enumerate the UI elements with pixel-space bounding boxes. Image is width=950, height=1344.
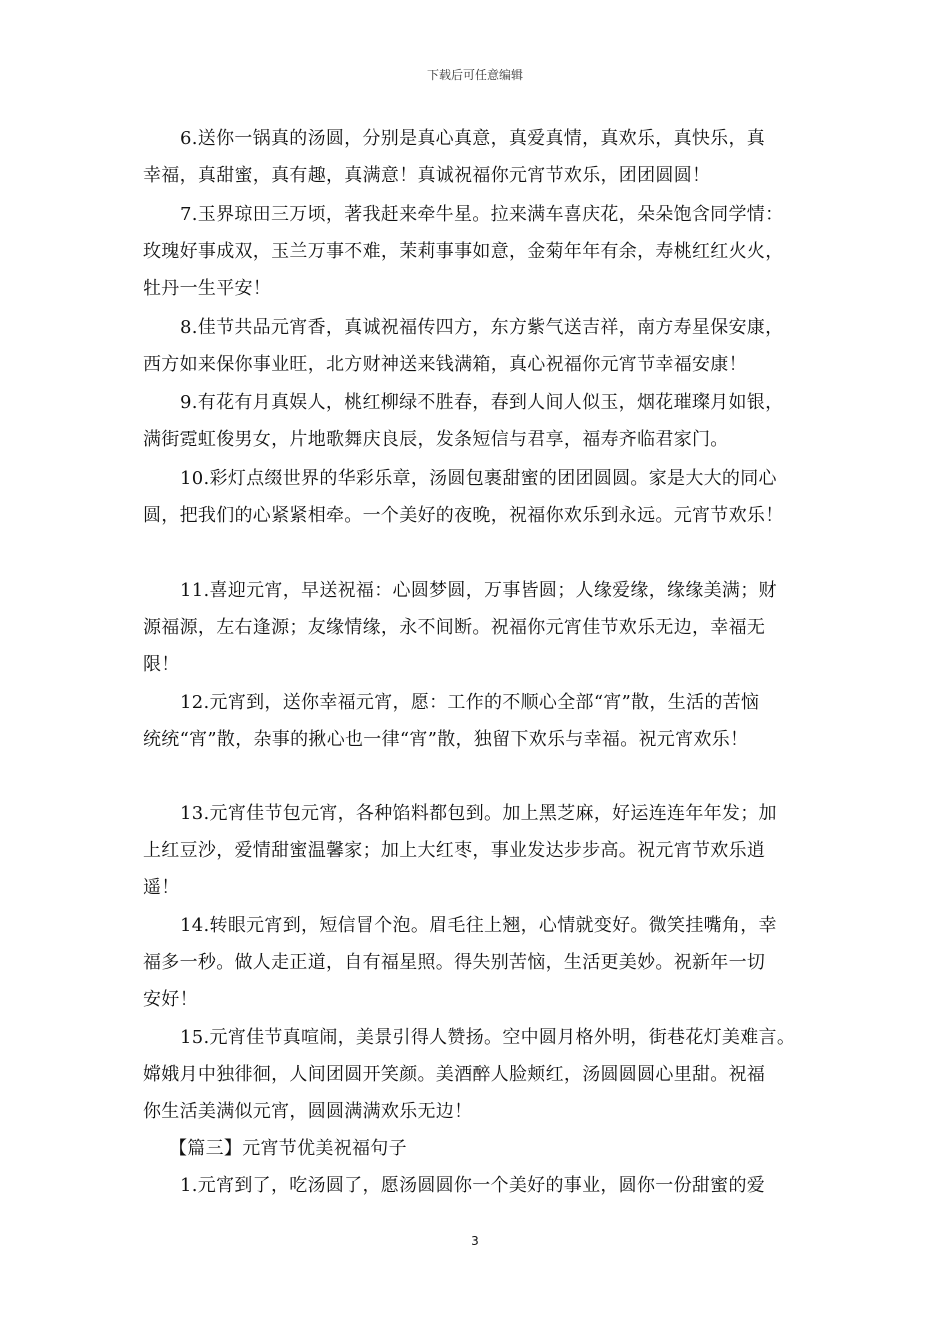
paragraph-line: 圆，把我们的心紧紧相牵。一个美好的夜晚，祝福你欢乐到永远。元宵节欢乐！: [143, 505, 784, 526]
paragraph-line: 西方如来保你事业旺，北方财神送来钱满箱，真心祝福你元宵节幸福安康！: [143, 354, 747, 375]
paragraph-line: 1.元宵到了，吃汤圆了，愿汤圆圆你一个美好的事业，圆你一份甜蜜的爱: [180, 1175, 766, 1196]
page-header: 下载后可任意编辑: [426, 68, 523, 82]
paragraph-line: 9.有花有月真娱人，桃红柳绿不胜春，春到人间人似玉，烟花璀璨月如银，: [180, 392, 784, 413]
paragraph-line: 7.玉界琼田三万顷，著我赶来牵牛星。拉来满车喜庆花，朵朵饱含同学情：: [180, 204, 784, 225]
paragraph-line: 6.送你一锅真的汤圆，分别是真心真意，真爱真情，真欢乐，真快乐，真: [180, 128, 766, 149]
paragraph-line: 安好！: [143, 989, 198, 1010]
paragraph-line: 嫦娥月中独徘徊，人间团圆开笑颜。美酒醉人脸颊红，汤圆圆圆心里甜。祝福: [143, 1064, 766, 1085]
paragraph-line: 满街霓虹俊男女，片地歌舞庆良辰，发条短信与君享，福寿齐临君家门。: [143, 429, 729, 450]
paragraph-line: 限！: [143, 654, 180, 675]
paragraph-line: 源福源，左右逢源；友缘情缘，永不间断。祝福你元宵佳节欢乐无边，幸福无: [143, 617, 766, 638]
paragraph-line: 13.元宵佳节包元宵，各种馅料都包到。加上黑芝麻，好运连连年年发；加: [180, 803, 777, 824]
paragraph-line: 11.喜迎元宵，早送祝福：心圆梦圆，万事皆圆；人缘爱缘，缘缘美满；财: [180, 580, 777, 601]
paragraph-line: 幸福，真甜蜜，真有趣，真满意！真诚祝福你元宵节欢乐，团团圆圆！: [143, 165, 711, 186]
paragraph-line: 12.元宵到，送你幸福元宵，愿：工作的不顺心全部“宵”散，生活的苦恼: [180, 692, 760, 713]
paragraph-line: 福多一秒。做人走正道，自有福星照。得失别苦恼，生活更美妙。祝新年一切: [143, 952, 766, 973]
paragraph-line: 玫瑰好事成双，玉兰万事不难，茉莉事事如意，金菊年年有余，寿桃红红火火，: [143, 241, 784, 262]
paragraph-line: 8.佳节共品元宵香，真诚祝福传四方，东方紫气送吉祥，南方寿星保安康，: [180, 317, 784, 338]
paragraph-line: 牡丹一生平安！: [143, 278, 272, 299]
paragraph-line: 你生活美满似元宵，圆圆满满欢乐无边！: [143, 1101, 473, 1122]
paragraph-line: 15.元宵佳节真喧闹，美景引得人赞扬。空中圆月格外明，街巷花灯美难言。: [180, 1027, 796, 1048]
paragraph-line: 10.彩灯点缀世界的华彩乐章，汤圆包裹甜蜜的团团圆圆。家是大大的同心: [180, 468, 777, 489]
paragraph-line: 遥！: [143, 877, 180, 898]
section-heading: 【篇三】元宵节优美祝福句子: [169, 1138, 407, 1159]
page-number: 3: [471, 1234, 479, 1248]
paragraph-line: 上红豆沙，爱情甜蜜温馨家；加上大红枣，事业发达步步高。祝元宵节欢乐逍: [143, 840, 766, 861]
paragraph-line: 统统“宵”散，杂事的揪心也一律“宵”散，独留下欢乐与幸福。祝元宵欢乐！: [143, 729, 749, 750]
paragraph-line: 14.转眼元宵到，短信冒个泡。眉毛往上翘，心情就变好。微笑挂嘴角，幸: [180, 915, 777, 936]
